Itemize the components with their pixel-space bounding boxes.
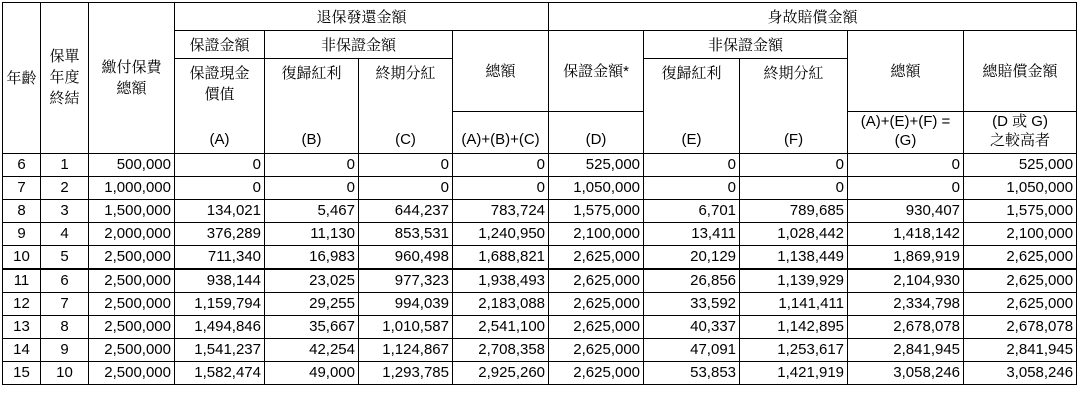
cell-death-reversionary-bonus: 0 [644,153,740,176]
cell-terminal-dividend: 960,498 [359,245,453,269]
death-reversionary-bonus-header: 復歸紅利 [644,59,740,112]
cell-death-terminal-dividend: 1,138,449 [740,245,848,269]
cell-death-reversionary-bonus: 20,129 [644,245,740,269]
table-row [3,315,1077,338]
cell-death-terminal-dividend: 1,028,442 [740,222,848,245]
cell-total-premiums: 2,500,000 [89,269,175,293]
cell-age: 12 [3,292,41,315]
cell-surrender-total: 0 [453,153,549,176]
table-row [3,245,1077,269]
cell-total-death-benefit: 2,100,000 [964,222,1077,245]
cell-death-terminal-dividend: 1,142,895 [740,315,848,338]
cell-guaranteed-cash-value: 1,159,794 [175,292,265,315]
cell-death-terminal-dividend: 0 [740,153,848,176]
cell-policy-year: 8 [41,315,89,338]
cell-age: 8 [3,199,41,222]
death-terminal-dividend-header: 終期分紅 [740,59,848,112]
guaranteed-cash-value-header: 保證現金價值 [175,59,265,112]
cell-terminal-dividend: 0 [359,176,453,199]
table-row [3,269,1077,293]
cell-surrender-total: 783,724 [453,199,549,222]
label-f: (F) [740,111,848,153]
cell-policy-year: 9 [41,338,89,361]
cell-death-guaranteed: 1,050,000 [549,176,644,199]
cell-terminal-dividend: 1,010,587 [359,315,453,338]
cell-surrender-total: 2,183,088 [453,292,549,315]
cell-death-total: 0 [848,153,964,176]
cell-death-reversionary-bonus: 13,411 [644,222,740,245]
terminal-dividend-header: 終期分紅 [359,59,453,112]
death-benefit-group-header: 身故賠償金額 [549,3,1077,31]
cell-guaranteed-cash-value: 0 [175,176,265,199]
cell-total-death-benefit: 1,575,000 [964,199,1077,222]
cell-terminal-dividend: 994,039 [359,292,453,315]
label-b: (B) [265,111,359,153]
cell-surrender-total: 2,541,100 [453,315,549,338]
total-premiums-header: 繳付保費總額 [89,3,175,154]
cell-total-premiums: 2,500,000 [89,361,175,384]
cell-death-total: 2,334,798 [848,292,964,315]
cell-death-guaranteed: 2,625,000 [549,292,644,315]
cell-total-death-benefit: 2,625,000 [964,292,1077,315]
cell-death-guaranteed: 2,625,000 [549,315,644,338]
cell-guaranteed-cash-value: 0 [175,153,265,176]
cell-death-reversionary-bonus: 47,091 [644,338,740,361]
cell-policy-year: 3 [41,199,89,222]
cell-reversionary-bonus: 5,467 [265,199,359,222]
cell-terminal-dividend: 1,293,785 [359,361,453,384]
cell-death-guaranteed: 2,625,000 [549,338,644,361]
surrender-value-group-header: 退保發還金額 [175,3,549,31]
table-row [3,153,1077,176]
cell-age: 10 [3,245,41,269]
benefit-illustration-table [2,2,1077,385]
cell-total-premiums: 2,500,000 [89,245,175,269]
cell-surrender-total: 1,938,493 [453,269,549,293]
table-header [3,3,1077,154]
cell-terminal-dividend: 0 [359,153,453,176]
death-non-guaranteed-header: 非保證金額 [644,31,848,59]
cell-death-terminal-dividend: 0 [740,176,848,199]
cell-reversionary-bonus: 16,983 [265,245,359,269]
cell-total-death-benefit: 1,050,000 [964,176,1077,199]
age-header: 年齡 [3,3,41,154]
cell-policy-year: 1 [41,153,89,176]
cell-age: 13 [3,315,41,338]
label-c: (C) [359,111,453,153]
cell-guaranteed-cash-value: 1,541,237 [175,338,265,361]
cell-reversionary-bonus: 0 [265,176,359,199]
cell-death-reversionary-bonus: 33,592 [644,292,740,315]
cell-age: 6 [3,153,41,176]
cell-guaranteed-cash-value: 711,340 [175,245,265,269]
cell-death-total: 0 [848,176,964,199]
cell-total-death-benefit: 2,625,000 [964,245,1077,269]
cell-guaranteed-cash-value: 1,582,474 [175,361,265,384]
cell-total-premiums: 1,500,000 [89,199,175,222]
label-d: (D) [549,111,644,153]
label-g-formula: (A)+(E)+(F) = (G) [848,111,964,153]
cell-policy-year: 5 [41,245,89,269]
table-body [3,153,1077,384]
death-guaranteed-header: 保證金額* [549,31,644,112]
cell-death-total: 1,418,142 [848,222,964,245]
guaranteed-amount-header: 保證金額 [175,31,265,59]
label-d-or-g: (D 或 G) 之較高者 [964,111,1077,153]
cell-guaranteed-cash-value: 938,144 [175,269,265,293]
cell-death-terminal-dividend: 1,139,929 [740,269,848,293]
cell-reversionary-bonus: 35,667 [265,315,359,338]
cell-total-death-benefit: 2,625,000 [964,269,1077,293]
cell-death-total: 2,104,930 [848,269,964,293]
cell-death-total: 3,058,246 [848,361,964,384]
non-guaranteed-amount-header: 非保證金額 [265,31,453,59]
cell-total-premiums: 2,000,000 [89,222,175,245]
label-abc: (A)+(B)+(C) [453,111,549,153]
cell-total-premiums: 500,000 [89,153,175,176]
cell-age: 15 [3,361,41,384]
cell-death-guaranteed: 525,000 [549,153,644,176]
policy-year-end-header: 保單年度終結 [41,3,89,154]
table-row [3,361,1077,384]
cell-death-guaranteed: 2,625,000 [549,245,644,269]
cell-total-premiums: 1,000,000 [89,176,175,199]
cell-terminal-dividend: 977,323 [359,269,453,293]
cell-surrender-total: 2,708,358 [453,338,549,361]
table-row [3,199,1077,222]
total-death-benefit-header: 總賠償金額 [964,31,1077,112]
cell-total-premiums: 2,500,000 [89,338,175,361]
cell-policy-year: 2 [41,176,89,199]
cell-total-death-benefit: 3,058,246 [964,361,1077,384]
table-row [3,222,1077,245]
cell-guaranteed-cash-value: 134,021 [175,199,265,222]
cell-terminal-dividend: 853,531 [359,222,453,245]
cell-death-reversionary-bonus: 40,337 [644,315,740,338]
cell-death-guaranteed: 2,625,000 [549,361,644,384]
cell-policy-year: 6 [41,269,89,293]
cell-terminal-dividend: 1,124,867 [359,338,453,361]
surrender-total-header: 總額 [453,31,549,112]
cell-total-premiums: 2,500,000 [89,315,175,338]
cell-reversionary-bonus: 29,255 [265,292,359,315]
cell-death-total: 2,678,078 [848,315,964,338]
cell-surrender-total: 1,688,821 [453,245,549,269]
death-total-header: 總額 [848,31,964,112]
cell-reversionary-bonus: 49,000 [265,361,359,384]
cell-death-guaranteed: 2,625,000 [549,269,644,293]
cell-death-reversionary-bonus: 6,701 [644,199,740,222]
cell-death-total: 930,407 [848,199,964,222]
cell-policy-year: 4 [41,222,89,245]
cell-age: 11 [3,269,41,293]
cell-death-reversionary-bonus: 53,853 [644,361,740,384]
cell-reversionary-bonus: 11,130 [265,222,359,245]
cell-death-reversionary-bonus: 26,856 [644,269,740,293]
cell-surrender-total: 2,925,260 [453,361,549,384]
cell-surrender-total: 1,240,950 [453,222,549,245]
cell-death-terminal-dividend: 789,685 [740,199,848,222]
cell-total-premiums: 2,500,000 [89,292,175,315]
cell-age: 7 [3,176,41,199]
cell-death-terminal-dividend: 1,141,411 [740,292,848,315]
cell-reversionary-bonus: 23,025 [265,269,359,293]
cell-death-terminal-dividend: 1,421,919 [740,361,848,384]
cell-total-death-benefit: 525,000 [964,153,1077,176]
cell-death-terminal-dividend: 1,253,617 [740,338,848,361]
reversionary-bonus-header: 復歸紅利 [265,59,359,112]
cell-death-guaranteed: 1,575,000 [549,199,644,222]
cell-surrender-total: 0 [453,176,549,199]
table-row [3,176,1077,199]
cell-age: 14 [3,338,41,361]
cell-death-guaranteed: 2,100,000 [549,222,644,245]
cell-death-total: 2,841,945 [848,338,964,361]
cell-guaranteed-cash-value: 376,289 [175,222,265,245]
label-e: (E) [644,111,740,153]
label-a: (A) [175,111,265,153]
cell-total-death-benefit: 2,841,945 [964,338,1077,361]
cell-policy-year: 10 [41,361,89,384]
table-row [3,338,1077,361]
cell-death-total: 1,869,919 [848,245,964,269]
cell-policy-year: 7 [41,292,89,315]
cell-guaranteed-cash-value: 1,494,846 [175,315,265,338]
cell-death-reversionary-bonus: 0 [644,176,740,199]
cell-reversionary-bonus: 42,254 [265,338,359,361]
cell-terminal-dividend: 644,237 [359,199,453,222]
cell-total-death-benefit: 2,678,078 [964,315,1077,338]
cell-age: 9 [3,222,41,245]
cell-reversionary-bonus: 0 [265,153,359,176]
table-row [3,292,1077,315]
